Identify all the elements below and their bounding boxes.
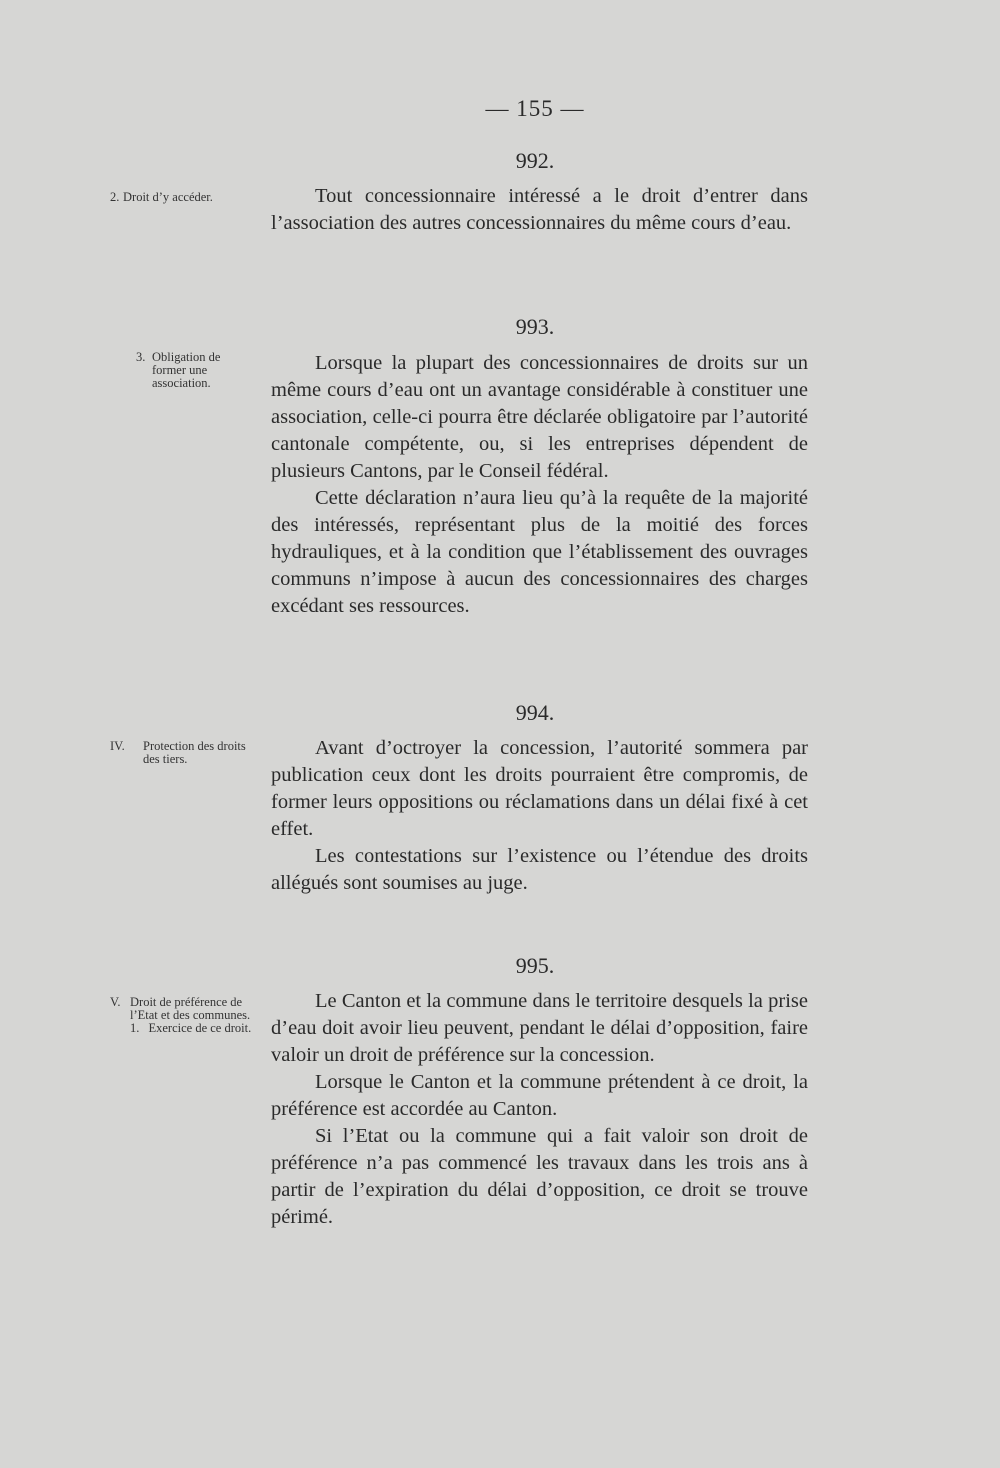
article-body <box>271 350 808 620</box>
margin-note <box>110 740 260 766</box>
margin-note <box>110 191 260 204</box>
margin-note-sub-number: 1. <box>130 1021 140 1035</box>
margin-note-sub-text: Exercice de ce droit. <box>148 1021 252 1035</box>
paragraph: Si l’Etat ou la commune qui a fait valoir son droit de préférence n’a pas commencé les travaux dans les trois ans à partir de l’expiration du délai d’opposition, ce droit se trouve périmé. <box>271 1125 808 1228</box>
page-number: — 155 — <box>485 96 585 121</box>
margin-note-text: Droit d’y accéder. <box>123 190 213 204</box>
paragraph: Lorsque le Canton et la commune prétendent à ce droit, la préférence est accordée au Canton. <box>271 1071 808 1120</box>
margin-note <box>110 351 260 390</box>
paragraph: Avant d’octroyer la concession, l’autorité sommera par publication ceux dont les droits pourraient être compromis, de former leurs oppositions ou réclamations dans un délai fixé à cet effet. <box>271 737 808 840</box>
article-body <box>271 183 808 237</box>
article-number: 992. <box>515 148 555 173</box>
margin-note-text: Droit de préférence de l’Etat et des communes. <box>130 995 251 1022</box>
paragraph: Cette déclaration n’aura lieu qu’à la requête de la majorité des intéressés, représentant plus de la moitié des forces hydrauliques, et à la condition que l’établissement des ouvrages communs n’impose à aucun des concessionnaires des charges excédant ses ressources. <box>271 487 808 617</box>
article-number: 995. <box>515 953 555 978</box>
article-body <box>271 988 808 1231</box>
paragraph: Tout concessionnaire intéressé a le droit d’entrer dans l’association des autres concessionnaires du même cours d’eau. <box>271 185 808 234</box>
paragraph: Le Canton et la commune dans le territoire desquels la prise d’eau doit avoir lieu peuvent, pendant le délai d’opposition, faire valoir un droit de préférence sur la concession. <box>271 990 808 1066</box>
margin-note <box>110 996 260 1035</box>
margin-note-number: V. <box>110 995 121 1009</box>
margin-note-text: Obligation de former une association. <box>152 350 221 390</box>
article-number: 993. <box>515 314 555 339</box>
article-number: 994. <box>515 700 555 725</box>
margin-note-number: IV. <box>110 739 125 753</box>
margin-note-number: 2. <box>110 190 120 204</box>
article-body <box>271 735 808 897</box>
paragraph: Lorsque la plupart des concessionnaires de droits sur un même cours d’eau ont un avantage considérable à constituer une association, celle-ci pourra être déclarée obligatoire par l’autorité cantonale compétente, ou, si les entreprises dépendent de plusieurs Cantons, par le Conseil fédéral. <box>271 352 808 482</box>
margin-note-text: Protection des droits des tiers. <box>143 739 246 766</box>
margin-note-number: 3. <box>136 350 146 364</box>
paragraph: Les contestations sur l’existence ou l’étendue des droits allégués sont soumises au juge. <box>271 845 808 894</box>
